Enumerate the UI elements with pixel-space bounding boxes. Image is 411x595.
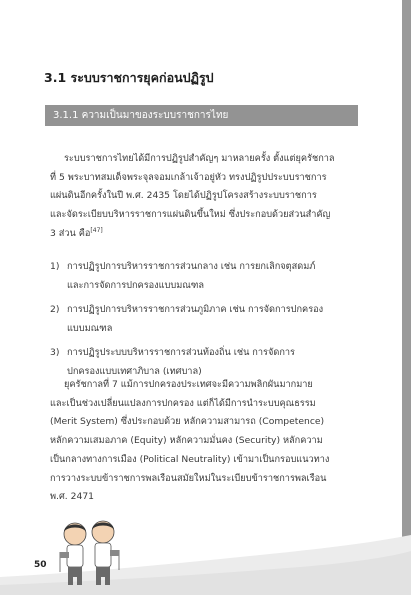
section-heading: 3.1 ระบบราชการยุคก่อนปฏิรูป xyxy=(44,70,214,85)
subsection-heading: 3.1.1 ความเป็นมาของระบบราชการไทย xyxy=(53,110,229,121)
text-line: และจัดระเบียบบริหารราชการแผ่นดินขึ้นใหม่ ซึ่งประกอบด้วยส่วนสำคัญ xyxy=(50,209,331,221)
text-line: ยุครัชกาลที่ 7 แม้การปกครองประเทศจะมีความพลิกผันมากมาย xyxy=(64,379,313,390)
list-number: 1) xyxy=(50,261,60,272)
text-line: และเป็นช่วงเปลี่ยนแปลงการปกครอง แต่ก็ได้มีการนำระบบคุณธรรม xyxy=(50,397,316,409)
mascot-illustration xyxy=(55,512,125,592)
text-line: การปฏิรูปการบริหารราชการส่วนภูมิภาค เช่น การจัดการปกครอง xyxy=(67,304,324,315)
list-item xyxy=(50,258,364,298)
list-number: 3) xyxy=(50,347,60,358)
text-line: และการจัดการปกครองแบบมณฑล xyxy=(67,279,205,291)
text-line: แบบมณฑล xyxy=(67,322,113,334)
text-line: การปฏิรูประบบบริหารราชการส่วนท้องถิ่น เช่น การจัดการ xyxy=(67,347,295,358)
text-line: เป็นกลางทางการเมือง (Political Neutrality) เข้ามาเป็นกรอบแนวทาง xyxy=(50,453,330,465)
text-line xyxy=(50,225,364,244)
text-line: ที่ 5 พระบาทสมเด็จพระจุลจอมเกล้าเจ้าอยู่หัว ทรงปฏิรูปประบบราชการ xyxy=(50,171,327,183)
text-line: หลักความเสมอภาค (Equity) หลักความมั่นคง (Security) หลักความ xyxy=(50,435,323,447)
side-strip xyxy=(402,0,411,595)
page-number: 50 xyxy=(34,560,47,570)
text-line: (Merit System) ซึ่งประกอบด้วย หลักความสามารถ (Competence) xyxy=(50,416,325,428)
list-text xyxy=(67,258,315,295)
text-line-content: 3 ส่วน คือ xyxy=(50,227,91,239)
intro-paragraph xyxy=(50,150,364,244)
reference-marker: [47] xyxy=(90,226,103,234)
list-text xyxy=(67,301,323,338)
body-paragraph xyxy=(50,376,364,507)
list-item xyxy=(50,301,364,341)
text-line: ระบบราชการไทยได้มีการปฏิรูปสำคัญๆ มาหลายครั้ง ตั้งแต่ยุครัชกาล xyxy=(64,153,335,164)
subsection-header-bar xyxy=(45,105,358,126)
text-line: การวางระบบข้าราชการพลเรือนสมัยใหม่ในระเบียบข้าราชการพลเรือน xyxy=(50,472,327,484)
text-line: การปฏิรูปการบริหารราชการส่วนกลาง เช่น การยกเลิกจตุสดมภ์ xyxy=(67,261,316,272)
list-number: 2) xyxy=(50,304,60,315)
text-line: แผ่นดินอีกครั้งในปี พ.ศ. 2435 โดยได้ปฏิรูปโครงสร้างระบบราชการ xyxy=(50,190,317,202)
numbered-list xyxy=(50,258,364,387)
text-line: พ.ศ. 2471 xyxy=(50,491,95,503)
text-line: ปกครองแบบเทศาภิบาล (เทศบาล) xyxy=(67,365,202,377)
